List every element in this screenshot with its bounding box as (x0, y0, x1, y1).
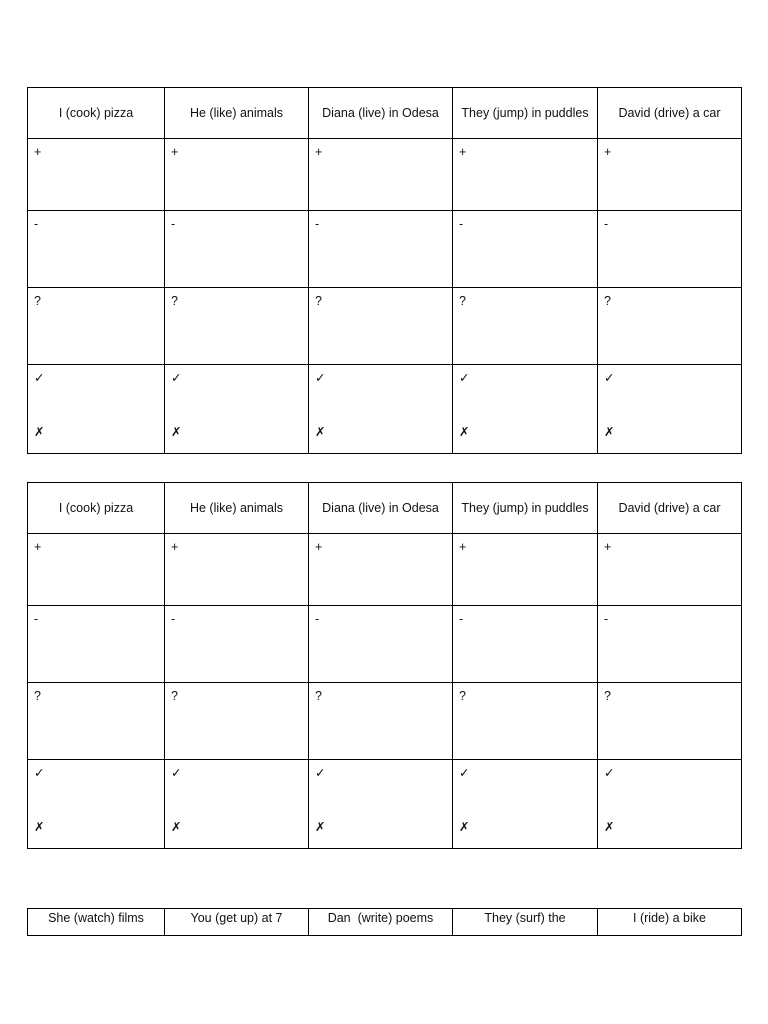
short-answer-row (28, 760, 742, 849)
answer-cell[interactable] (598, 365, 742, 454)
table-header-row (28, 88, 742, 139)
answer-cell[interactable] (28, 288, 165, 365)
check-icon: ✓ (459, 766, 470, 780)
minus-marker: - (315, 217, 320, 231)
header-cell (28, 88, 165, 139)
question-marker: ? (459, 294, 466, 308)
question-marker: ? (459, 689, 466, 703)
answer-cell[interactable] (309, 534, 453, 606)
answer-cell[interactable] (165, 139, 309, 211)
answer-cell[interactable] (28, 606, 165, 683)
header-cell (598, 909, 742, 936)
plus-marker: + (34, 145, 42, 159)
short-answer-row (28, 365, 742, 454)
minus-marker: - (171, 217, 176, 231)
answer-cell[interactable] (453, 139, 598, 211)
answer-cell[interactable] (309, 365, 453, 454)
plus-marker: + (171, 540, 179, 554)
answer-cell[interactable] (598, 534, 742, 606)
header-text: I (ride) a bike (633, 911, 706, 925)
answer-cell[interactable] (453, 365, 598, 454)
answer-cell[interactable] (453, 211, 598, 288)
question-marker: ? (34, 689, 41, 703)
check-icon: ✓ (315, 371, 326, 385)
answer-cell[interactable] (453, 288, 598, 365)
header-cell (309, 88, 453, 139)
header-cell (598, 88, 742, 139)
answer-cell[interactable] (28, 760, 165, 849)
header-cell (165, 88, 309, 139)
cross-icon: ✗ (604, 820, 615, 834)
header-text: I (cook) pizza (58, 500, 134, 515)
header-text: She (watch) films (48, 911, 144, 925)
table-header-row (28, 909, 742, 936)
header-cell (453, 909, 598, 936)
check-icon: ✓ (315, 766, 326, 780)
cross-icon: ✗ (171, 425, 182, 439)
header-text: Diana (live) in Odesa (322, 105, 439, 120)
question-marker: ? (34, 294, 41, 308)
plus-marker: + (604, 540, 612, 554)
question-marker: ? (315, 689, 322, 703)
negative-row (28, 211, 742, 288)
header-cell (28, 909, 165, 936)
answer-cell[interactable] (598, 683, 742, 760)
header-text: They (jump) in puddles (461, 105, 589, 120)
answer-cell[interactable] (28, 365, 165, 454)
cross-icon: ✗ (171, 820, 182, 834)
header-cell (309, 483, 453, 534)
header-text: David (drive) a car (618, 105, 721, 120)
minus-marker: - (459, 217, 464, 231)
question-marker: ? (604, 689, 611, 703)
minus-marker: - (34, 217, 39, 231)
plus-marker: + (34, 540, 42, 554)
header-text: David (drive) a car (618, 500, 721, 515)
answer-cell[interactable] (28, 139, 165, 211)
cross-icon: ✗ (34, 425, 45, 439)
answer-cell[interactable] (28, 534, 165, 606)
question-marker: ? (315, 294, 322, 308)
answer-cell[interactable] (165, 606, 309, 683)
answer-cell[interactable] (309, 139, 453, 211)
header-text: You (get up) at 7 (190, 911, 283, 925)
check-icon: ✓ (34, 766, 45, 780)
answer-cell[interactable] (165, 760, 309, 849)
question-row (28, 288, 742, 365)
cross-icon: ✗ (34, 820, 45, 834)
answer-cell[interactable] (165, 211, 309, 288)
answer-cell[interactable] (165, 288, 309, 365)
negative-row (28, 606, 742, 683)
cross-icon: ✗ (604, 425, 615, 439)
answer-cell[interactable] (598, 760, 742, 849)
header-cell (598, 483, 742, 534)
answer-cell[interactable] (309, 211, 453, 288)
check-icon: ✓ (34, 371, 45, 385)
header-cell (453, 483, 598, 534)
answer-cell[interactable] (598, 606, 742, 683)
answer-cell[interactable] (453, 760, 598, 849)
header-text: They (surf) the (484, 911, 566, 925)
answer-cell[interactable] (453, 534, 598, 606)
header-text: He (like) animals (189, 105, 284, 120)
answer-cell[interactable] (309, 683, 453, 760)
check-icon: ✓ (459, 371, 470, 385)
minus-marker: - (604, 217, 609, 231)
answer-cell[interactable] (165, 365, 309, 454)
minus-marker: - (459, 612, 464, 626)
header-cell (28, 483, 165, 534)
check-icon: ✓ (171, 766, 182, 780)
worksheet-table-1 (27, 87, 742, 454)
header-cell (309, 909, 453, 936)
table-header-row (28, 483, 742, 534)
question-row (28, 683, 742, 760)
cross-icon: ✗ (459, 425, 470, 439)
minus-marker: - (34, 612, 39, 626)
header-cell (165, 483, 309, 534)
header-text: I (cook) pizza (58, 105, 134, 120)
minus-marker: - (171, 612, 176, 626)
plus-marker: + (171, 145, 179, 159)
answer-cell[interactable] (598, 139, 742, 211)
question-marker: ? (604, 294, 611, 308)
plus-marker: + (315, 540, 323, 554)
answer-cell[interactable] (598, 288, 742, 365)
question-marker: ? (171, 294, 178, 308)
cross-icon: ✗ (459, 820, 470, 834)
answer-cell[interactable] (309, 606, 453, 683)
check-icon: ✓ (604, 371, 615, 385)
cross-icon: ✗ (315, 820, 326, 834)
check-icon: ✓ (171, 371, 182, 385)
header-cell (165, 909, 309, 936)
answer-cell[interactable] (453, 606, 598, 683)
plus-marker: + (604, 145, 612, 159)
affirmative-row (28, 139, 742, 211)
answer-cell[interactable] (309, 288, 453, 365)
answer-cell[interactable] (28, 683, 165, 760)
worksheet-table-3 (27, 908, 742, 936)
answer-cell[interactable] (309, 760, 453, 849)
header-text: Dan (write) poems (327, 911, 434, 925)
cross-icon: ✗ (315, 425, 326, 439)
header-text: He (like) animals (189, 500, 284, 515)
question-marker: ? (171, 689, 178, 703)
header-cell (453, 88, 598, 139)
header-text: They (jump) in puddles (461, 500, 589, 515)
check-icon: ✓ (604, 766, 615, 780)
answer-cell[interactable] (598, 211, 742, 288)
answer-cell[interactable] (453, 683, 598, 760)
answer-cell[interactable] (165, 534, 309, 606)
plus-marker: + (459, 540, 467, 554)
answer-cell[interactable] (165, 683, 309, 760)
plus-marker: + (459, 145, 467, 159)
minus-marker: - (604, 612, 609, 626)
header-text: Diana (live) in Odesa (322, 500, 439, 515)
plus-marker: + (315, 145, 323, 159)
answer-cell[interactable] (28, 211, 165, 288)
affirmative-row (28, 534, 742, 606)
worksheet-table-2 (27, 482, 742, 849)
minus-marker: - (315, 612, 320, 626)
